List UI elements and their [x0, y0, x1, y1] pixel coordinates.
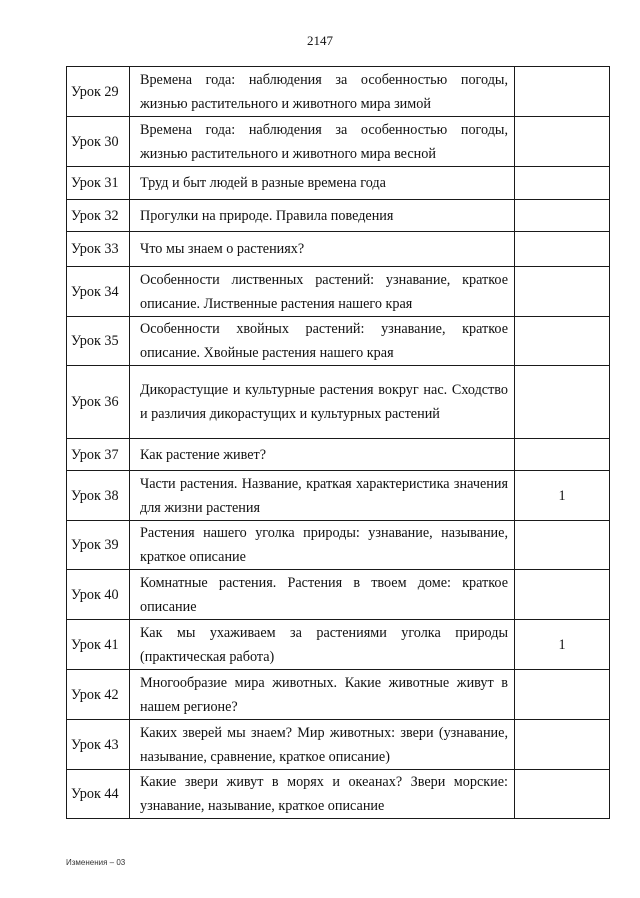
lesson-topic: Каких зверей мы знаем? Мир животных: звери (узнавание, называние, сравнение, краткое описание)	[130, 720, 515, 770]
lesson-hours	[515, 770, 610, 819]
lesson-topic: Особенности хвойных растений: узнавание, краткое описание. Хвойные растения нашего края	[130, 317, 515, 366]
lesson-topic: Времена года: наблюдения за особенностью погоды, жизнью растительного и животного мира зимой	[130, 67, 515, 117]
table-row	[67, 620, 610, 670]
table-row	[67, 232, 610, 267]
lesson-topic: Особенности лиственных растений: узнавание, краткое описание. Лиственные растения нашего края	[130, 267, 515, 317]
table-row	[67, 167, 610, 200]
table-row	[67, 267, 610, 317]
lesson-number: Урок 40	[67, 570, 130, 620]
lesson-topic: Прогулки на природе. Правила поведения	[130, 200, 515, 232]
lesson-number: Урок 41	[67, 620, 130, 670]
lesson-plan-table	[66, 66, 610, 819]
table-row	[67, 471, 610, 521]
lesson-number: Урок 31	[67, 167, 130, 200]
lesson-hours	[515, 67, 610, 117]
lesson-hours	[515, 200, 610, 232]
lesson-topic: Части растения. Название, краткая характеристика значения для жизни растения	[130, 471, 515, 521]
lesson-topic: Как растение живет?	[130, 439, 515, 471]
lesson-hours	[515, 317, 610, 366]
lesson-hours	[515, 570, 610, 620]
lesson-number: Урок 29	[67, 67, 130, 117]
lesson-hours	[515, 366, 610, 439]
lesson-hours	[515, 167, 610, 200]
table-row	[67, 570, 610, 620]
lesson-number: Урок 36	[67, 366, 130, 439]
lesson-topic: Дикорастущие и культурные растения вокруг нас. Сходство и различия дикорастущих и культурных растений	[130, 366, 515, 439]
lesson-hours	[515, 117, 610, 167]
footer-revision: Изменения – 03	[66, 858, 126, 867]
lesson-number: Урок 42	[67, 670, 130, 720]
lesson-hours	[515, 720, 610, 770]
lesson-number: Урок 33	[67, 232, 130, 267]
page-number: 2147	[307, 33, 333, 48]
lesson-number: Урок 37	[67, 439, 130, 471]
table-row	[67, 670, 610, 720]
lesson-number: Урок 34	[67, 267, 130, 317]
lesson-hours	[515, 232, 610, 267]
lesson-number: Урок 32	[67, 200, 130, 232]
lesson-topic: Труд и быт людей в разные времена года	[130, 167, 515, 200]
lesson-hours	[515, 267, 610, 317]
lesson-topic: Комнатные растения. Растения в твоем доме: краткое описание	[130, 570, 515, 620]
table-row	[67, 317, 610, 366]
table-row	[67, 366, 610, 439]
lesson-hours	[515, 439, 610, 471]
lesson-number: Урок 30	[67, 117, 130, 167]
lesson-number: Урок 44	[67, 770, 130, 819]
lesson-number: Урок 35	[67, 317, 130, 366]
lesson-topic: Времена года: наблюдения за особенностью погоды, жизнью растительного и животного мира весной	[130, 117, 515, 167]
lesson-hours	[515, 670, 610, 720]
lesson-hours: 1	[515, 471, 610, 521]
table-row	[67, 770, 610, 819]
table-row	[67, 67, 610, 117]
lesson-topic: Что мы знаем о растениях?	[130, 232, 515, 267]
lesson-number: Урок 38	[67, 471, 130, 521]
lesson-number: Урок 39	[67, 521, 130, 570]
table-row	[67, 720, 610, 770]
table-row	[67, 521, 610, 570]
lesson-topic: Как мы ухаживаем за растениями уголка природы (практическая работа)	[130, 620, 515, 670]
lesson-hours	[515, 521, 610, 570]
lesson-topic: Растения нашего уголка природы: узнавание, называние, краткое описание	[130, 521, 515, 570]
lesson-number: Урок 43	[67, 720, 130, 770]
lesson-hours: 1	[515, 620, 610, 670]
lesson-topic: Какие звери живут в морях и океанах? Звери морские: узнавание, называние, краткое описание	[130, 770, 515, 819]
table-row	[67, 117, 610, 167]
table-row	[67, 439, 610, 471]
table-row	[67, 200, 610, 232]
lesson-topic: Многообразие мира животных. Какие животные живут в нашем регионе?	[130, 670, 515, 720]
